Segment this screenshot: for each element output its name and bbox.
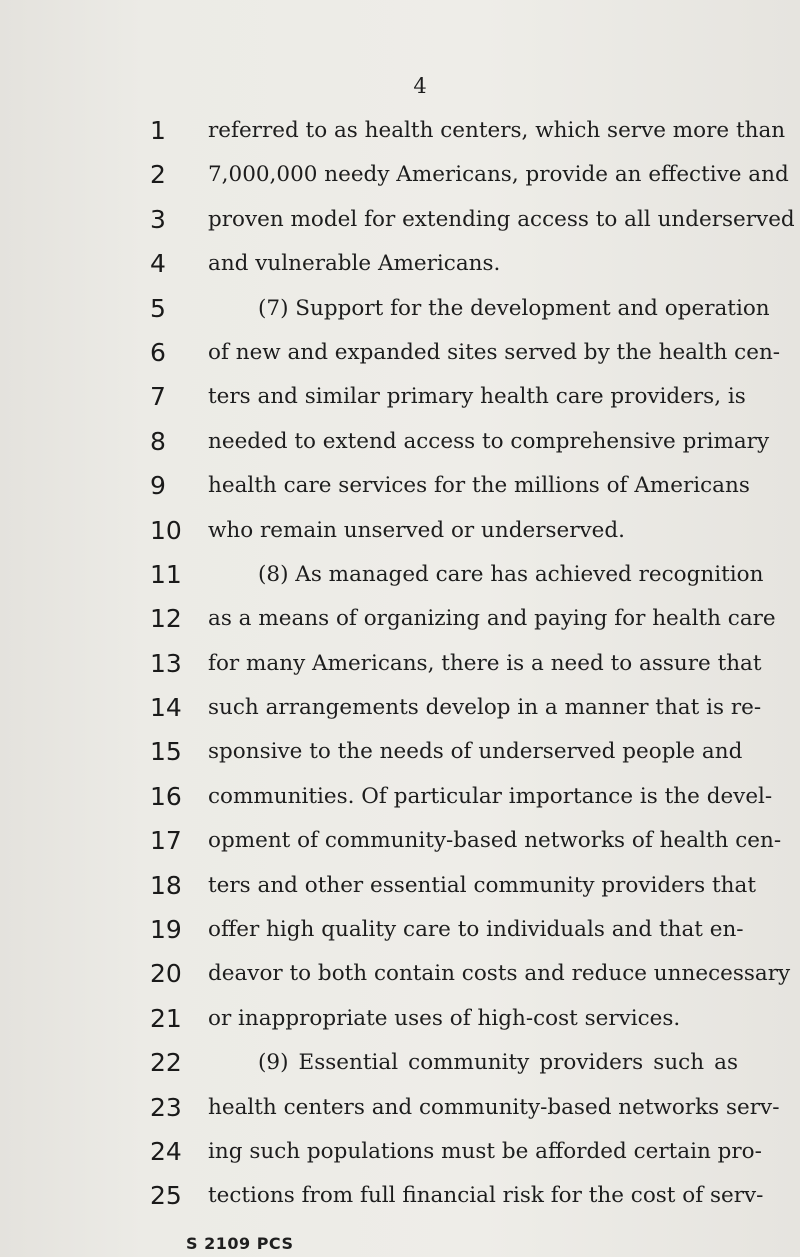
text-line: 7,000,000 needy Americans, provide an effective and [208, 162, 789, 188]
text-line: ters and other essential community providers that [208, 872, 756, 898]
line-number: 18 [150, 870, 182, 900]
line-number: 25 [150, 1181, 182, 1211]
text-line: such arrangements develop in a manner that is re- [208, 695, 762, 721]
text-line: who remain unserved or underserved. [208, 517, 626, 543]
line-number: 19 [150, 915, 182, 945]
line-number: 20 [150, 959, 182, 989]
text-line: health care services for the millions of Americans [208, 473, 750, 499]
text-line: ing such populations must be afforded certain pro- [208, 1138, 762, 1164]
text-line: (9) Essential community providers such as [258, 1050, 738, 1076]
text-line: referred to as health centers, which serve more than [208, 118, 786, 143]
line-number: 21 [150, 1003, 182, 1033]
bill-text [208, 109, 795, 1219]
text-line: offer high quality care to individuals and that en- [208, 917, 744, 943]
text-line: deavor to both contain costs and reduce unnecessary [208, 961, 791, 987]
text-line: ters and similar primary health care providers, is [208, 384, 746, 410]
line-number: 3 [150, 204, 166, 234]
line-number: 7 [150, 382, 166, 412]
text-line: tections from full financial risk for the cost of serv- [208, 1183, 764, 1209]
line-number: 8 [150, 426, 166, 456]
line-number: 16 [150, 781, 182, 811]
line-number: 5 [150, 293, 166, 323]
line-number: 4 [150, 249, 166, 279]
line-number: 10 [150, 515, 182, 545]
text-line: communities. Of particular importance is the devel- [208, 783, 773, 809]
line-number: 6 [150, 337, 166, 367]
text-line: sponsive to the needs of underserved people and [208, 739, 743, 765]
text-line: as a means of organizing and paying for health care [208, 606, 776, 632]
line-number: 22 [150, 1048, 182, 1078]
text-line: (7) Support for the development and operation [258, 295, 770, 321]
text-line: opment of community-based networks of health cen- [208, 828, 782, 854]
line-number: 24 [150, 1136, 182, 1166]
text-line: for many Americans, there is a need to assure that [208, 650, 762, 676]
line-number: 14 [150, 693, 182, 723]
line-number: 1 [150, 116, 166, 145]
text-line: (8) As managed care has achieved recognition [258, 561, 764, 587]
text-line: of new and expanded sites served by the health cen- [208, 339, 781, 365]
text-line: health centers and community-based networks serv- [208, 1094, 780, 1120]
line-number: 15 [150, 737, 182, 767]
line-number: 9 [150, 471, 166, 501]
page-number: 4 [413, 74, 427, 98]
line-number: 11 [150, 559, 182, 589]
bill-footer-label: S 2109 PCS [186, 1234, 294, 1253]
line-number: 17 [150, 826, 182, 856]
line-number: 2 [150, 160, 166, 190]
line-number: 13 [150, 648, 182, 678]
text-line: or inappropriate uses of high-cost services. [208, 1005, 681, 1031]
line-number: 12 [150, 604, 182, 634]
text-line: proven model for extending access to all underserved [208, 206, 795, 232]
text-line: and vulnerable Americans. [208, 251, 501, 277]
text-line: needed to extend access to comprehensive primary [208, 428, 770, 454]
line-number: 23 [150, 1092, 182, 1122]
